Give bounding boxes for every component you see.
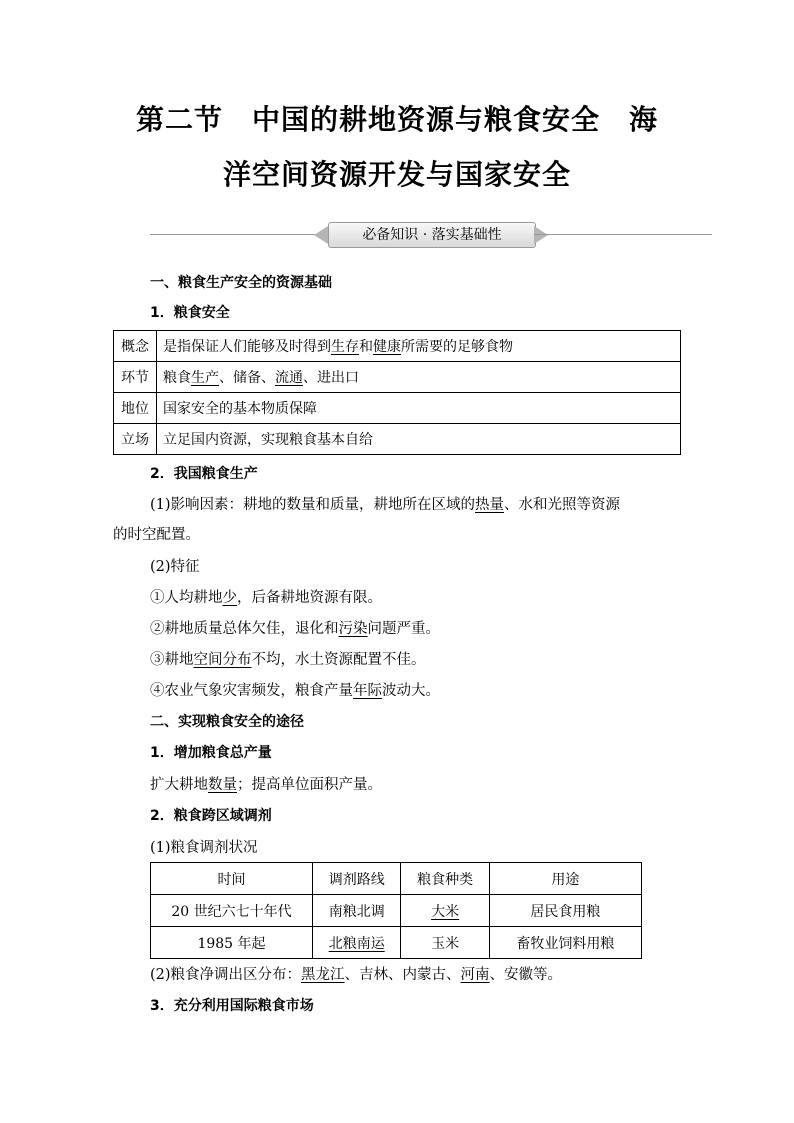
underlined-answer: 健康 xyxy=(373,339,401,355)
underlined-answer: 流通 xyxy=(275,370,303,386)
column-header: 用途 xyxy=(489,863,641,895)
table-cell xyxy=(151,927,313,959)
text-run: 20 世纪六七十年代 xyxy=(171,903,292,920)
text-run: 不均，水土资源配置不佳。 xyxy=(251,652,426,668)
underlined-answer: 数量 xyxy=(208,777,237,793)
section-2-sub-1: 1．增加粮食总产量 xyxy=(150,745,272,761)
table-row xyxy=(114,424,681,455)
banner-rule-left xyxy=(150,234,330,235)
section-2-heading: 二、实现粮食安全的途径 xyxy=(150,714,304,730)
section-2-sub-2: 2．粮食跨区域调剂 xyxy=(150,808,272,824)
banner-wedge-right xyxy=(534,226,548,244)
increase-output-paragraph xyxy=(150,773,382,794)
section-1-heading: 一、粮食生产安全的资源基础 xyxy=(150,275,332,291)
text-run: 立足国内资源，实现粮食基本自给 xyxy=(163,432,373,448)
underlined-answer: 热量 xyxy=(475,497,505,513)
section-banner xyxy=(150,222,712,248)
row-key: 立场 xyxy=(114,424,157,455)
feature-item-2 xyxy=(150,617,440,638)
text-run: 波动大。 xyxy=(382,683,440,699)
banner-label: 必备知识 · 落实基础性 xyxy=(328,222,536,248)
row-value xyxy=(157,331,681,362)
text-run: ①人均耕地 xyxy=(150,590,223,606)
column-header: 调剂路线 xyxy=(313,863,401,895)
text-run: ③耕地 xyxy=(150,652,194,668)
row-key: 地位 xyxy=(114,393,157,424)
table-row xyxy=(114,393,681,424)
row-value xyxy=(157,424,681,455)
text-run: 所需要的足够食物 xyxy=(401,339,513,355)
underlined-answer: 河南 xyxy=(460,967,490,983)
food-security-table xyxy=(113,330,681,455)
table-cell xyxy=(313,927,401,959)
row-value xyxy=(157,393,681,424)
underlined-answer: 生存 xyxy=(331,339,359,355)
underlined-answer: 生产 xyxy=(191,370,219,386)
text-run: ；提高单位面积产量。 xyxy=(237,777,382,793)
net-export-paragraph xyxy=(150,963,562,984)
underlined-answer: 北粮南运 xyxy=(328,935,385,952)
table-cell xyxy=(151,895,313,927)
table-row xyxy=(151,927,642,959)
text-run: 、水和光照等资源 xyxy=(504,497,621,513)
table-row xyxy=(151,895,642,927)
table-cell xyxy=(401,927,489,959)
table-cell xyxy=(489,927,641,959)
text-run: 和 xyxy=(359,339,373,355)
page-title-line-1: 第二节 中国的耕地资源与粮食安全 海 xyxy=(135,103,658,136)
section-1-sub-2: 2．我国粮食生产 xyxy=(150,466,258,482)
table-cell xyxy=(313,895,401,927)
table-row xyxy=(114,362,681,393)
text-run: 、吉林、内蒙古、 xyxy=(344,967,461,983)
table-row xyxy=(114,331,681,362)
section-1-sub-1: 1．粮食安全 xyxy=(150,305,230,321)
text-run: 国家安全的基本物质保障 xyxy=(163,401,317,417)
row-key: 环节 xyxy=(114,362,157,393)
underlined-answer: 空间分布 xyxy=(193,652,252,668)
column-header: 粮食种类 xyxy=(401,863,489,895)
text-run: 南粮北调 xyxy=(328,903,385,920)
text-run: 居民食用粮 xyxy=(530,903,601,920)
text-run: 、安徽等。 xyxy=(489,967,563,983)
underlined-answer: 年际 xyxy=(353,683,382,699)
text-run: 扩大耕地 xyxy=(150,777,208,793)
text-run: 粮食 xyxy=(163,370,191,386)
banner-wedge-left xyxy=(314,226,328,244)
text-run: 、储备、 xyxy=(219,370,275,386)
column-header: 时间 xyxy=(151,863,313,895)
text-run: 问题严重。 xyxy=(367,621,440,637)
underlined-answer: 少 xyxy=(222,590,237,606)
text-run: 、进出口 xyxy=(303,370,359,386)
text-run: 畜牧业饲料用粮 xyxy=(516,935,615,952)
text-run: 1985 年起 xyxy=(197,935,266,952)
transfer-status-label: (1)粮食调剂状况 xyxy=(150,840,258,856)
underlined-answer: 大米 xyxy=(431,903,460,920)
banner-rule-right xyxy=(534,234,712,235)
text-run: ②耕地质量总体欠佳，退化和 xyxy=(150,621,339,637)
table-cell xyxy=(489,895,641,927)
text-run: 是指保证人们能够及时得到 xyxy=(163,339,331,355)
features-label: (2)特征 xyxy=(150,559,200,575)
feature-item-4 xyxy=(150,679,440,700)
factor-paragraph-line-2: 的时空配置。 xyxy=(113,527,200,543)
feature-item-3 xyxy=(150,648,426,669)
text-run: (2)粮食净调出区分布： xyxy=(150,967,302,983)
factor-paragraph-line-1 xyxy=(150,493,620,514)
text-run: 玉米 xyxy=(431,935,460,952)
text-run: (1)影响因素：耕地的数量和质量，耕地所在区域的 xyxy=(150,497,476,513)
underlined-answer: 黑龙江 xyxy=(301,967,345,983)
grain-transfer-table xyxy=(150,862,642,959)
table-header-row xyxy=(151,863,642,895)
row-key: 概念 xyxy=(114,331,157,362)
text-run: ④农业气象灾害频发，粮食产量 xyxy=(150,683,353,699)
section-2-sub-3: 3．充分利用国际粮食市场 xyxy=(150,998,314,1014)
text-run: ，后备耕地资源有限。 xyxy=(237,590,382,606)
feature-item-1 xyxy=(150,586,382,607)
row-value xyxy=(157,362,681,393)
underlined-answer: 污染 xyxy=(338,621,368,637)
table-cell xyxy=(401,895,489,927)
page-title-line-2: 洋空间资源开发与国家安全 xyxy=(222,158,571,191)
